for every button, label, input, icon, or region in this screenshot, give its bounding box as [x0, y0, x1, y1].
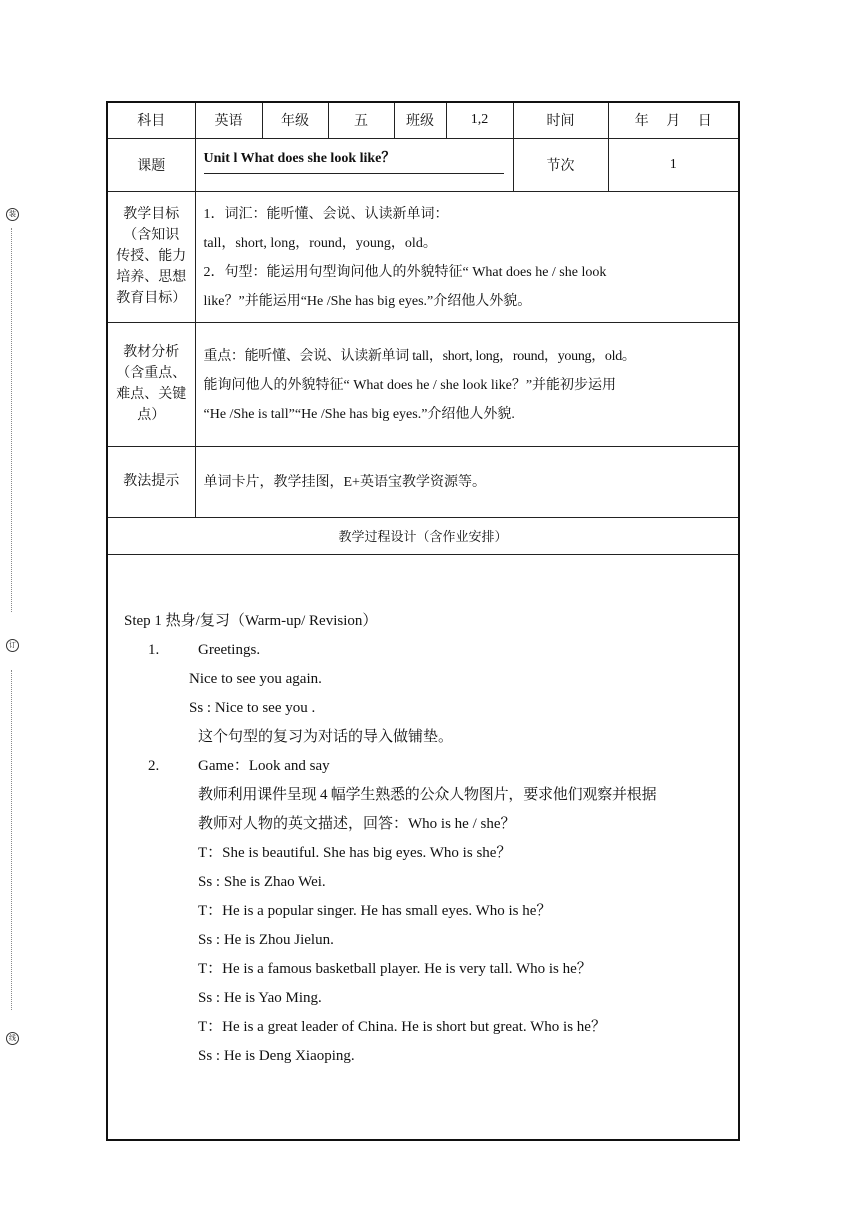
info-row — [108, 103, 738, 138]
analysis-label — [108, 322, 195, 446]
dialogue-line: Ss : He is Yao Ming. — [198, 990, 322, 1006]
dialogue-line: Ss : He is Deng Xiaoping. — [198, 1048, 355, 1064]
binding-dotted-line — [11, 670, 12, 1010]
analysis-line: 重点：能听懂、会说、认读新单词 tall，short, long，round，young，old。 — [203, 348, 636, 364]
dialogue-line: T：She is beautiful. She has big eyes. Who is she？ — [198, 845, 512, 861]
objectives-line: tall，short, long，round，young，old。 — [203, 235, 437, 251]
dialogue-line: T：He is a famous basketball player. He is very tall. Who is he？ — [198, 961, 592, 977]
method-row — [108, 446, 738, 517]
subject-label: 科目 — [108, 103, 195, 138]
dialogue-line: T：He is a great leader of China. He is short but great. Who is he？ — [198, 1019, 606, 1035]
topic-row — [108, 138, 738, 191]
period-label: 节次 — [513, 138, 608, 191]
analysis-row — [108, 322, 738, 446]
process-line: 教师利用课件呈现 4 幅学生熟悉的公众人物图片，要求他们观察并根据 — [198, 787, 657, 803]
analysis-label-line: （含重点、 — [116, 366, 187, 381]
class-value: 1,2 — [446, 103, 513, 138]
time-label: 时间 — [513, 103, 608, 138]
class-label: 班级 — [394, 103, 446, 138]
objectives-label-line: （含知识 — [123, 228, 180, 243]
topic-cell — [195, 138, 513, 191]
analysis-line: 能询问他人的外貌特征“ What does he / she look like？”并能初步运用 — [203, 377, 617, 393]
grade-value: 五 — [328, 103, 394, 138]
analysis-line: “He /She is tall”“He /She has big eyes.”介绍他人外貌. — [203, 406, 515, 422]
method-label: 教法提示 — [108, 446, 195, 517]
lesson-plan-table — [108, 103, 738, 555]
topic-title: Unit l What does she look like？ — [204, 139, 504, 174]
lesson-plan-sheet — [106, 101, 740, 1141]
objectives-label — [108, 191, 195, 322]
process-heading-row — [108, 517, 738, 554]
objectives-line: 2．句型：能运用句型询问他人的外貌特征“ What does he / she look — [203, 264, 607, 280]
step-heading: Step 1 热身/复习（Warm-up/ Revision） — [124, 613, 378, 629]
binding-mark: 线 — [6, 1032, 19, 1045]
dialogue-line: Ss : She is Zhao Wei. — [198, 874, 326, 890]
process-line: Ss : Nice to see you . — [189, 700, 316, 716]
objectives-content — [195, 191, 738, 322]
grade-label: 年级 — [262, 103, 328, 138]
list-item-title: Game：Look and say — [198, 758, 330, 774]
analysis-label-line: 难点、关键 — [116, 387, 187, 402]
binding-mark: 订 — [6, 639, 19, 652]
time-value: 年 月 日 — [608, 103, 738, 138]
dialogue-line: Ss : He is Zhou Jielun. — [198, 932, 334, 948]
objectives-label-line: 传授、能力 — [116, 249, 187, 264]
objectives-label-line: 教学目标 — [123, 207, 180, 222]
objectives-line: 1．词汇：能听懂、会说、认读新单词： — [203, 206, 449, 222]
list-number: 2. — [148, 758, 160, 774]
method-content: 单词卡片，教学挂图，E+英语宝教学资源等。 — [195, 446, 738, 517]
dialogue-line: T：He is a popular singer. He has small eyes. Who is he？ — [198, 903, 552, 919]
binding-mark: 装 — [6, 208, 19, 221]
process-heading: 教学过程设计（含作业安排） — [108, 517, 738, 554]
period-value: 1 — [608, 138, 738, 191]
process-line: Nice to see you again. — [189, 671, 322, 687]
analysis-label-line: 点） — [137, 408, 166, 423]
analysis-content — [195, 322, 738, 446]
process-line: 教师对人物的英文描述，回答：Who is he / she？ — [198, 816, 516, 832]
subject-value: 英语 — [195, 103, 262, 138]
objectives-label-line: 教育目标） — [116, 291, 187, 306]
binding-dotted-line — [11, 228, 12, 612]
process-line: 这个句型的复习为对话的导入做铺垫。 — [198, 729, 454, 745]
list-number: 1. — [148, 642, 160, 658]
objectives-line: like？”并能运用“He /She has big eyes.”介绍他人外貌。 — [203, 293, 532, 309]
list-item-title: Greetings. — [198, 642, 261, 658]
objectives-row — [108, 191, 738, 322]
binding-margin — [0, 0, 30, 1216]
analysis-label-line: 教材分析 — [123, 345, 180, 360]
objectives-label-line: 培养、思想 — [116, 270, 187, 285]
topic-label: 课题 — [108, 138, 195, 191]
